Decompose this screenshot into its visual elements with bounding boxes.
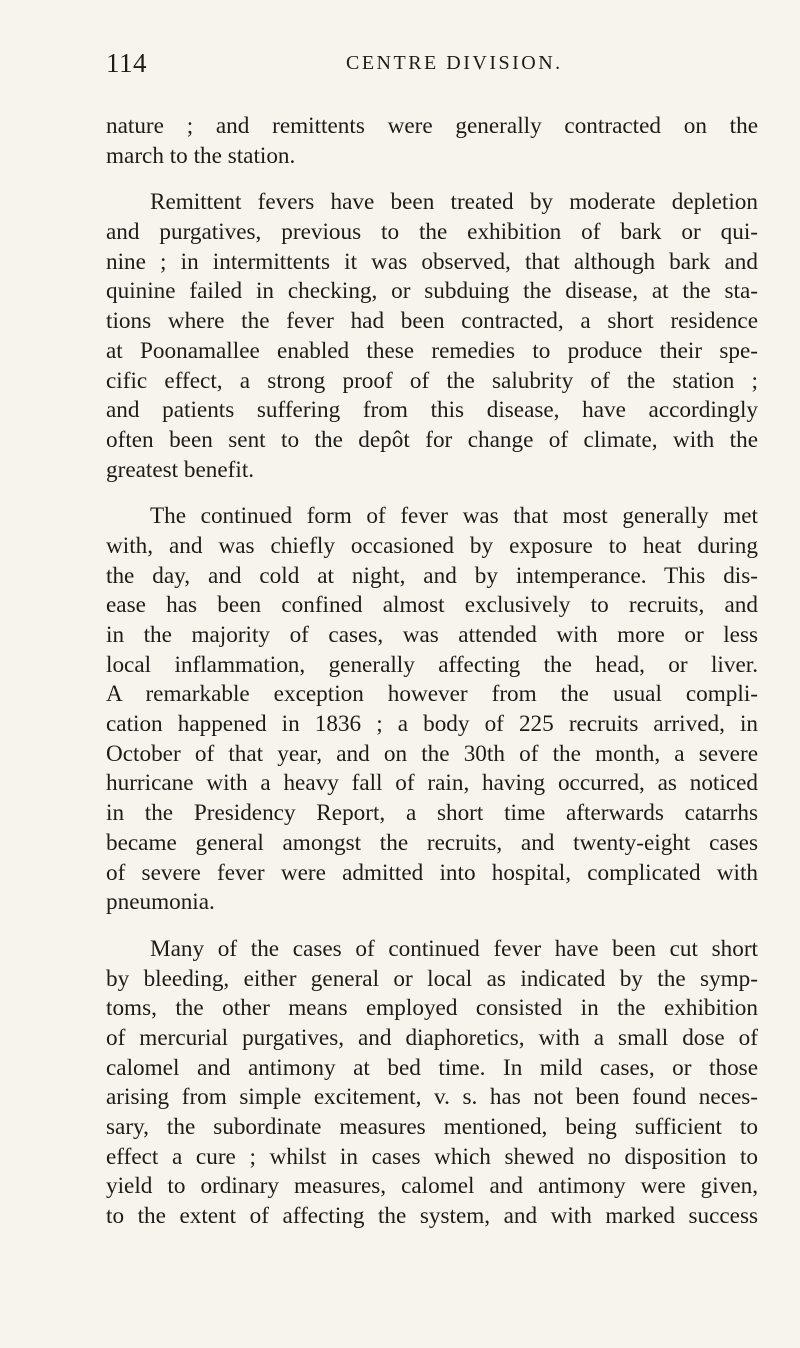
text-line: quinine failed in checking, or subduing the disease, at the sta- [106, 278, 758, 305]
text-line: tions where the fever had been contracted, a short residence [106, 308, 758, 335]
text-line: in the majority of cases, was attended with more or less [106, 622, 758, 648]
text-line: of severe fever were admitted into hospital, complicated with [106, 859, 758, 886]
running-head: CENTRE DIVISION. [346, 52, 563, 74]
text-line: calomel and antimony at bed time. In mild cases, or those [106, 1054, 758, 1081]
text-line: and patients suffering from this disease, have accordingly [106, 397, 758, 424]
paragraph [106, 188, 758, 485]
text-line: by bleeding, either general or local as indicated by the symp- [106, 965, 758, 992]
page-header [106, 48, 758, 88]
body-text [106, 112, 758, 1232]
text-line: arising from simple excitement, v. s. has not been found neces- [106, 1084, 758, 1111]
text-line: pneumonia. [106, 889, 215, 916]
text-line: Many of the cases of continued fever have been cut short [150, 935, 758, 962]
text-line: with, and was chiefly occasioned by exposure to heat during [106, 532, 758, 559]
text-line: became general amongst the recruits, and twenty-eight cases [106, 829, 758, 856]
text-line: of mercurial purgatives, and diaphoretics, with a small dose of [106, 1024, 758, 1051]
text-line: yield to ordinary measures, calomel and antimony were given, [106, 1173, 758, 1200]
paragraph [106, 935, 758, 1232]
paragraph [106, 502, 758, 918]
text-line: nature ; and remittents were generally contracted on the [106, 113, 758, 139]
text-line: hurricane with a heavy fall of rain, having occurred, as noticed [106, 770, 758, 797]
paragraph [106, 112, 758, 171]
text-line: cific effect, a strong proof of the salubrity of the station ; [106, 367, 758, 394]
page-number: 114 [106, 48, 147, 78]
text-line: in the Presidency Report, a short time afterwards catarrhs [106, 800, 758, 827]
text-line: march to the station. [106, 142, 296, 169]
text-line: A remarkable exception however from the usual compli- [106, 681, 758, 708]
text-line: sary, the subordinate measures mentioned, being sufficient to [106, 1114, 758, 1140]
text-line: the day, and cold at night, and by intemperance. This dis- [106, 562, 758, 589]
text-line: at Poonamallee enabled these remedies to produce their spe- [106, 337, 758, 364]
text-line: effect a cure ; whilst in cases which shewed no disposition to [106, 1143, 758, 1170]
text-line: nine ; in intermittents it was observed, that although bark and [106, 248, 758, 275]
book-page [106, 48, 758, 1232]
text-line: and purgatives, previous to the exhibition of bark or qui- [106, 219, 758, 246]
text-line: cation happened in 1836 ; a body of 225 recruits arrived, in [106, 711, 758, 738]
text-line: local inflammation, generally affecting the head, or liver. [106, 651, 758, 678]
text-line: often been sent to the depôt for change of climate, with the [106, 426, 758, 453]
text-line: greatest benefit. [106, 456, 255, 483]
text-line: toms, the other means employed consisted in the exhibition [106, 995, 758, 1022]
text-line: ease has been confined almost exclusively to recruits, and [106, 592, 758, 619]
text-line: October of that year, and on the 30th of the month, a severe [106, 740, 758, 767]
text-line: Remittent fevers have been treated by moderate depletion [150, 189, 758, 216]
text-line: to the extent of affecting the system, and with marked success [106, 1203, 758, 1230]
text-line: The continued form of fever was that most generally met [150, 503, 758, 530]
